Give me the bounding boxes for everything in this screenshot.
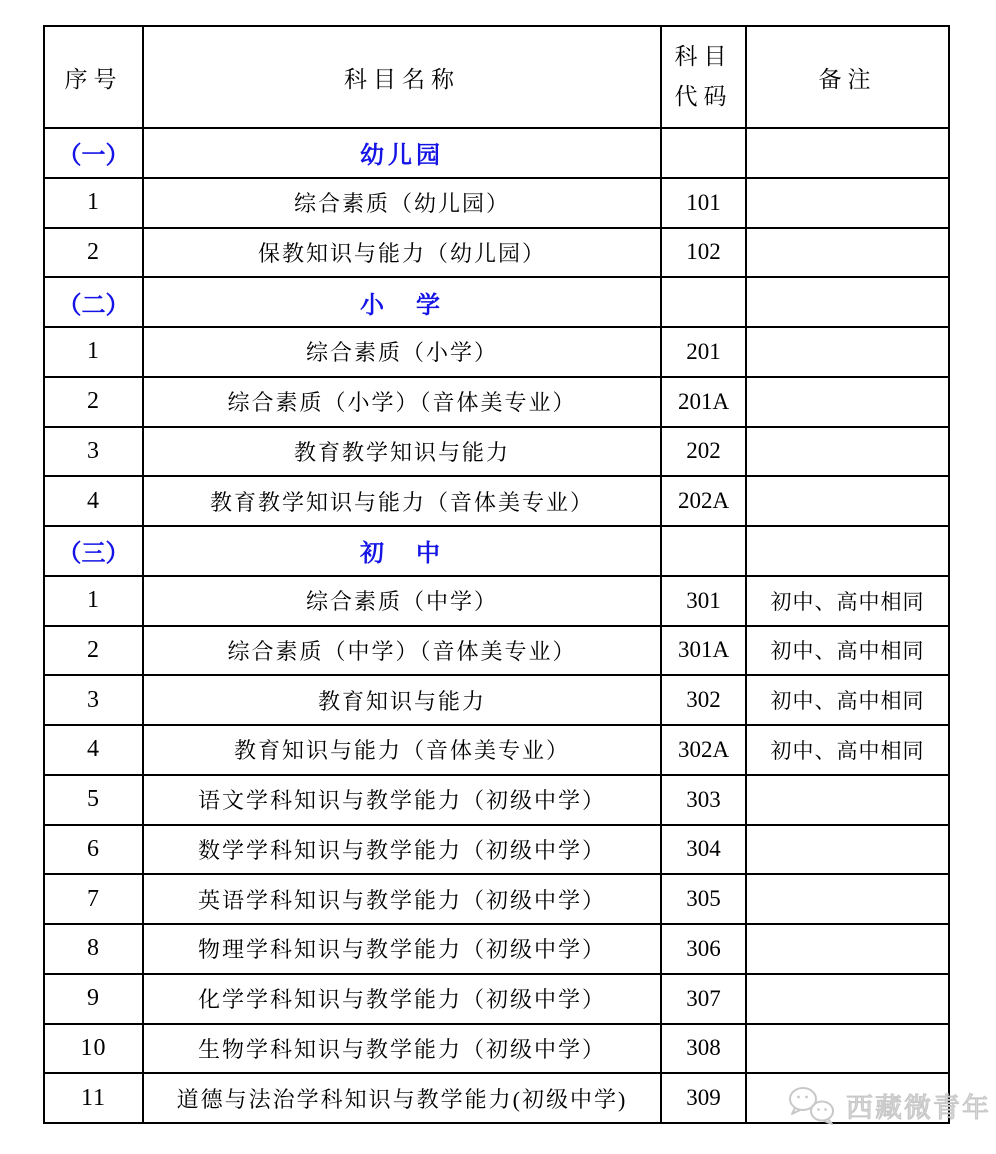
table-row: [44, 1024, 949, 1074]
subject-code-table: [43, 25, 950, 1124]
subject-code-cell: 304: [661, 825, 746, 875]
subject-name-cell: 语文学科知识与教学能力（初级中学）: [143, 775, 661, 825]
subject-name-cell: 初 中: [143, 526, 661, 576]
remark-cell: [746, 228, 949, 278]
remark-cell: [746, 178, 949, 228]
remark-cell: 初中、高中相同: [746, 576, 949, 626]
subject-code-cell: 302A: [661, 725, 746, 775]
subject-name-cell: 物理学科知识与教学能力（初级中学）: [143, 924, 661, 974]
remark-cell: [746, 427, 949, 477]
table-row: [44, 974, 949, 1024]
row-number-cell: 2: [44, 377, 143, 427]
watermark-text: 西藏微青年: [846, 1092, 991, 1123]
row-number-cell: 6: [44, 825, 143, 875]
remark-cell: [746, 1073, 949, 1123]
subject-name-cell: 幼儿园: [143, 128, 661, 178]
subject-code-cell: 303: [661, 775, 746, 825]
remark-cell: 初中、高中相同: [746, 725, 949, 775]
subject-code-cell: 201: [661, 327, 746, 377]
table-row: [44, 825, 949, 875]
row-number-cell: 3: [44, 675, 143, 725]
subject-name-cell: 教育教学知识与能力: [143, 427, 661, 477]
table-row: [44, 775, 949, 825]
row-number-cell: 4: [44, 476, 143, 526]
header-name: 科目名称: [143, 26, 661, 128]
subject-name-cell: 保教知识与能力（幼儿园）: [143, 228, 661, 278]
remark-cell: 初中、高中相同: [746, 675, 949, 725]
header-remark: 备注: [746, 26, 949, 128]
table-row: [44, 526, 949, 576]
subject-code-cell: 101: [661, 178, 746, 228]
header-row: [44, 26, 949, 128]
subject-code-cell: 308: [661, 1024, 746, 1074]
remark-cell: [746, 775, 949, 825]
row-number-cell: 5: [44, 775, 143, 825]
header-code-line1: 科目: [674, 44, 733, 69]
subject-code-cell: 305: [661, 874, 746, 924]
subject-code-cell: 307: [661, 974, 746, 1024]
table-row: [44, 1073, 949, 1123]
subject-code-cell: [661, 526, 746, 576]
remark-cell: [746, 277, 949, 327]
row-number-cell: 1: [44, 327, 143, 377]
subject-name-cell: 英语学科知识与教学能力（初级中学）: [143, 874, 661, 924]
subject-name-cell: 教育教学知识与能力（音体美专业）: [143, 476, 661, 526]
subject-code-cell: 301A: [661, 626, 746, 676]
subject-code-cell: [661, 277, 746, 327]
row-number-cell: 3: [44, 427, 143, 477]
table-row: [44, 277, 949, 327]
table-row: [44, 327, 949, 377]
table-row: [44, 924, 949, 974]
subject-name-cell: 综合素质（中学）（音体美专业）: [143, 626, 661, 676]
row-number-cell: （一）: [44, 128, 143, 178]
remark-cell: [746, 327, 949, 377]
table-row: [44, 427, 949, 477]
subject-name-cell: 生物学科知识与教学能力（初级中学）: [143, 1024, 661, 1074]
subject-name-cell: 教育知识与能力: [143, 675, 661, 725]
subject-name-cell: 教育知识与能力（音体美专业）: [143, 725, 661, 775]
remark-cell: [746, 1024, 949, 1074]
table-row: [44, 377, 949, 427]
table-row: [44, 476, 949, 526]
table-row: [44, 128, 949, 178]
subject-code-cell: 201A: [661, 377, 746, 427]
row-number-cell: 10: [44, 1024, 143, 1074]
subject-code-cell: 202A: [661, 476, 746, 526]
row-number-cell: （三）: [44, 526, 143, 576]
table-row: [44, 874, 949, 924]
row-number-cell: 7: [44, 874, 143, 924]
table-row: [44, 626, 949, 676]
remark-cell: 初中、高中相同: [746, 626, 949, 676]
subject-code-cell: 302: [661, 675, 746, 725]
row-number-cell: 1: [44, 178, 143, 228]
remark-cell: [746, 377, 949, 427]
table-row: [44, 178, 949, 228]
header-code-line2: 代码: [674, 84, 733, 109]
row-number-cell: 1: [44, 576, 143, 626]
subject-name-cell: 化学学科知识与教学能力（初级中学）: [143, 974, 661, 1024]
remark-cell: [746, 476, 949, 526]
table-row: [44, 228, 949, 278]
subject-code-cell: 301: [661, 576, 746, 626]
header-code: [661, 26, 746, 128]
row-number-cell: 8: [44, 924, 143, 974]
subject-name-cell: 道德与法治学科知识与教学能力(初级中学): [143, 1073, 661, 1123]
row-number-cell: （二）: [44, 277, 143, 327]
table-row: [44, 576, 949, 626]
subject-code-cell: 102: [661, 228, 746, 278]
remark-cell: [746, 526, 949, 576]
subject-name-cell: 综合素质（小学）（音体美专业）: [143, 377, 661, 427]
row-number-cell: 9: [44, 974, 143, 1024]
row-number-cell: 2: [44, 626, 143, 676]
subject-name-cell: 综合素质（幼儿园）: [143, 178, 661, 228]
subject-code-cell: 306: [661, 924, 746, 974]
subject-name-cell: 综合素质（小学）: [143, 327, 661, 377]
table-row: [44, 675, 949, 725]
subject-code-cell: [661, 128, 746, 178]
subject-code-cell: 202: [661, 427, 746, 477]
row-number-cell: 4: [44, 725, 143, 775]
remark-cell: [746, 825, 949, 875]
subject-name-cell: 数学学科知识与教学能力（初级中学）: [143, 825, 661, 875]
row-number-cell: 2: [44, 228, 143, 278]
remark-cell: [746, 924, 949, 974]
remark-cell: [746, 128, 949, 178]
subject-name-cell: 综合素质（中学）: [143, 576, 661, 626]
remark-cell: [746, 874, 949, 924]
row-number-cell: 11: [44, 1073, 143, 1123]
subject-name-cell: 小 学: [143, 277, 661, 327]
header-no: 序号: [44, 26, 143, 128]
table-header: [44, 26, 949, 128]
subject-code-cell: 309: [661, 1073, 746, 1123]
table-row: [44, 725, 949, 775]
remark-cell: [746, 974, 949, 1024]
table-body: [44, 128, 949, 1123]
